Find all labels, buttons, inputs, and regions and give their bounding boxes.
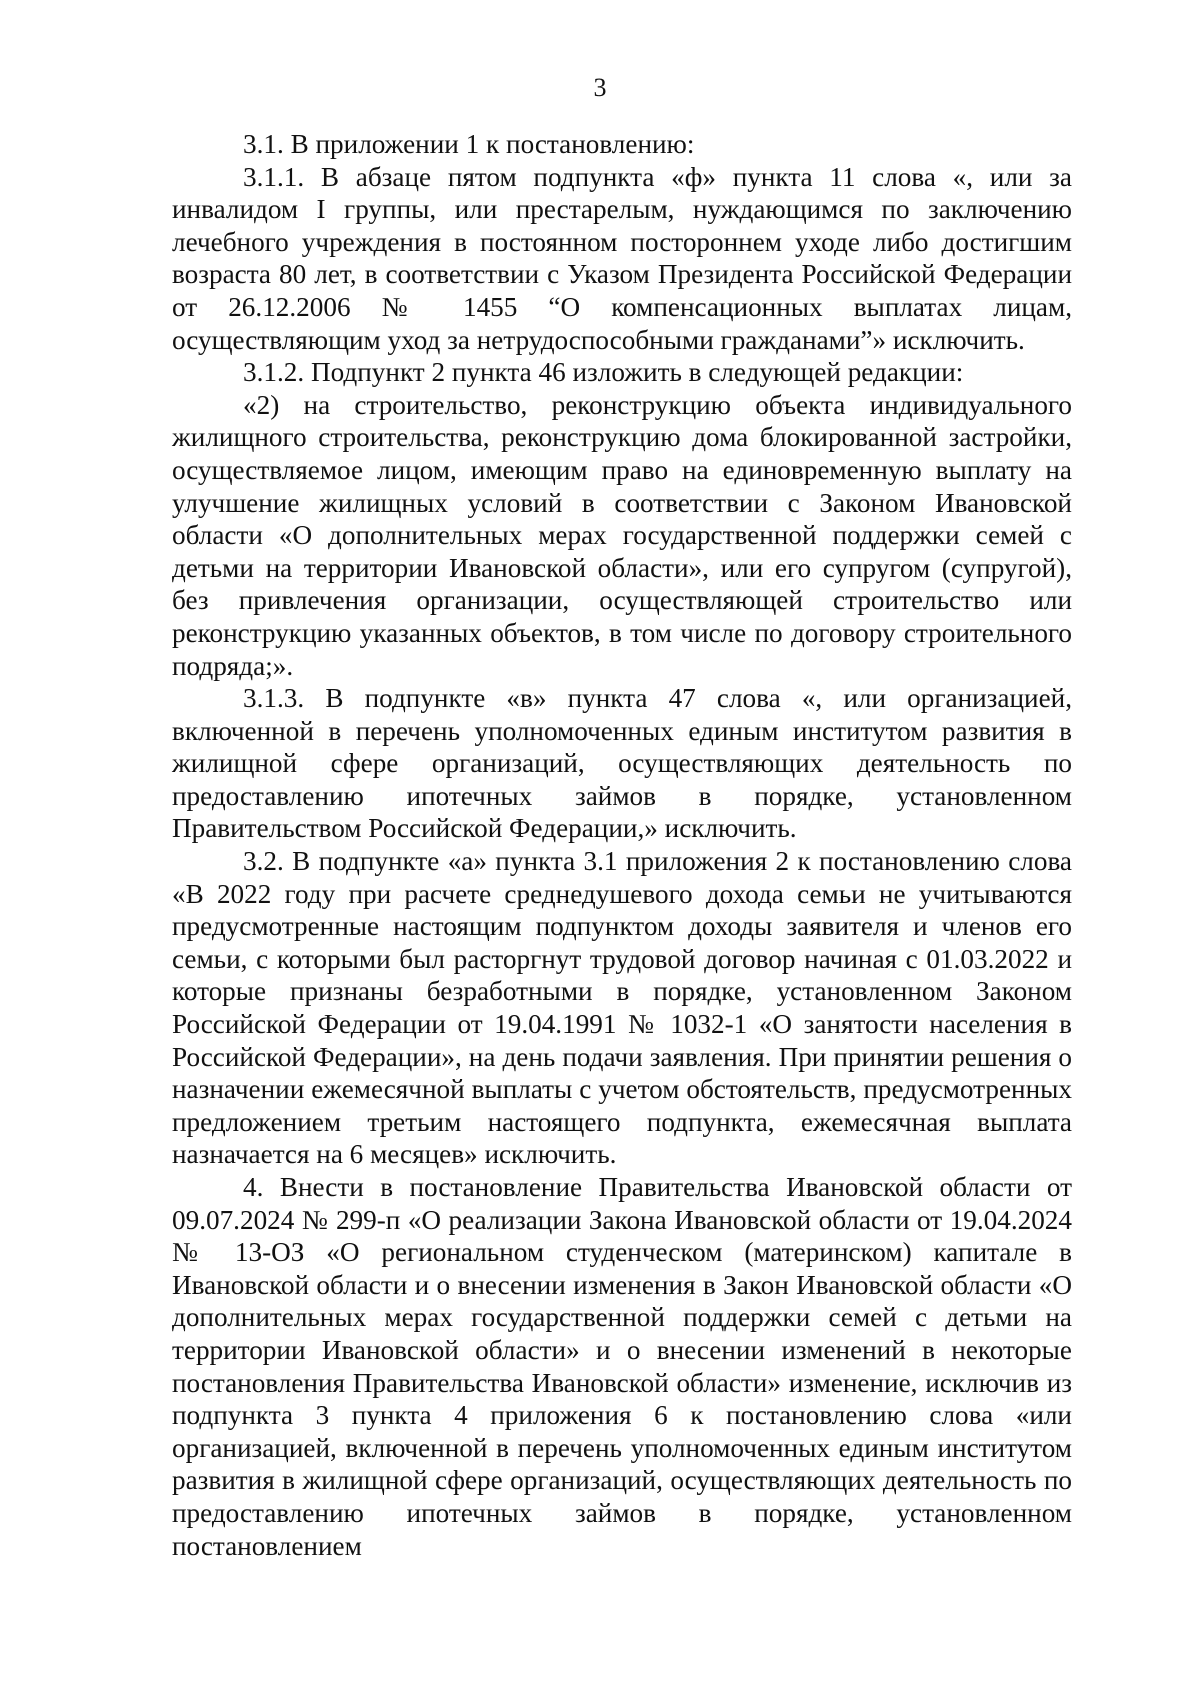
paragraph-3-1-3: 3.1.3. В подпункте «в» пункта 47 слова «, или организацией, включенной в перечень уполномоченных единым институтом развития в жилищной сфере организаций, осуществляющих деятельность по предоставлению ипотечных займов в порядке, установленном Правительством Российской Федерации,» исключить.	[172, 683, 1072, 844]
paragraph-3-1-1: 3.1.1. В абзаце пятом подпункта «ф» пункта 11 слова «, или за инвалидом I группы, или престарелым, нуждающимся по заключению лечебного учреждения в постоянном постороннем уходе либо достигшим возраста 80 лет, в соответствии с Указом Президента Российской Федерации от 26.12.2006 № 1455 “О компенсационных выплатах лицам, осуществляющим уход за нетрудоспособными гражданами”» исключить.	[172, 161, 1072, 355]
paragraph-3-1: 3.1. В приложении 1 к постановлению:	[243, 129, 695, 159]
document-body	[172, 128, 1072, 1562]
paragraph-3-1-2-quote: «2) на строительство, реконструкцию объекта индивидуального жилищного строительства, реконструкцию дома блокированной застройки, осуществляемое лицом, имеющим право на единовременную выплату на улучшение жилищных условий в соответствии с Законом Ивановской области «О дополнительных мерах государственной поддержки семей с детьми на территории Ивановской области», или его супругом (супругой), без привлечения организации, осуществляющей строительство или реконструкцию указанных объектов, в том числе по договору строительного подряда;».	[172, 389, 1072, 681]
paragraph-4: 4. Внести в постановление Правительства Ивановской области от 09.07.2024 № 299-п «О реализации Закона Ивановской области от 19.04.2024 № 13-ОЗ «О региональном студенческом (материнском) капитале в Ивановской области и о внесении изменения в Закон Ивановской области «О дополнительных мерах государственной поддержки семей с детьми на территории Ивановской области» и о внесении изменений в некоторые постановления Правительства Ивановской области» изменение, исключив из подпункта 3 пункта 4 приложения 6 к постановлению слова «или организацией, включенной в перечень уполномоченных единым институтом развития в жилищной сфере организаций, осуществляющих деятельность по предоставлению ипотечных займов в порядке, установленном постановлением	[172, 1172, 1072, 1561]
paragraph-3-2: 3.2. В подпункте «а» пункта 3.1 приложения 2 к постановлению слова «В 2022 году при расчете среднедушевого дохода семьи не учитываются предусмотренные настоящим подпунктом доходы заявителя и членов его семьи, с которыми был расторгнут трудовой договор начиная с 01.03.2022 и которые признаны безработными в порядке, установленном Законом Российской Федерации от 19.04.1991 № 1032-1 «О занятости населения в Российской Федерации», на день подачи заявления. При принятии решения о назначении ежемесячной выплаты с учетом обстоятельств, предусмотренных предложением третьим настоящего подпункта, ежемесячная выплата назначается на 6 месяцев» исключить.	[172, 846, 1072, 1170]
paragraph-3-1-2: 3.1.2. Подпункт 2 пункта 46 изложить в следующей редакции:	[243, 357, 964, 388]
page-number: 3	[593, 73, 607, 102]
